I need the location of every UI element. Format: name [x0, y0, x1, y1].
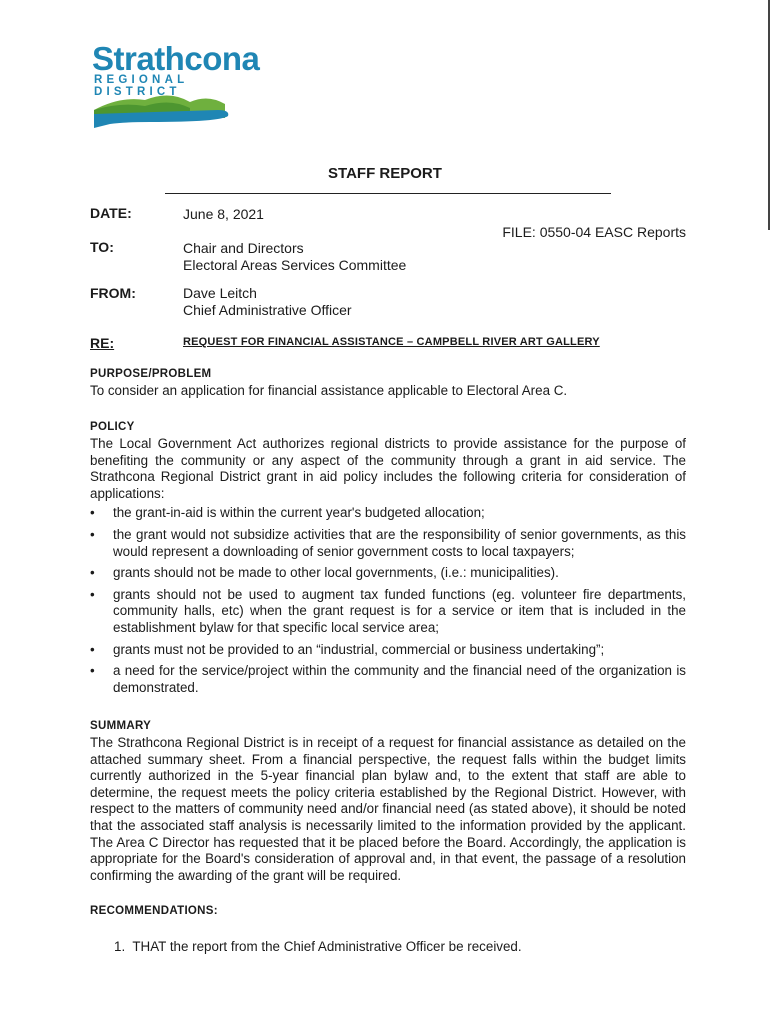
- policy-section: [90, 421, 686, 701]
- bullet-icon: •: [90, 526, 95, 542]
- to-value: [183, 240, 406, 274]
- to-line-1: Chair and Directors: [183, 240, 304, 256]
- criteria-text: grants should not be used to augment tax funded functions (eg. volunteer fire departments, community halls, etc) when the grant request is for a service or item that is included in the establishment bylaw for that specific local service area;: [113, 586, 686, 635]
- policy-heading: POLICY: [90, 421, 135, 433]
- summary-heading: SUMMARY: [90, 720, 152, 732]
- purpose-text: To consider an application for financial assistance applicable to Electoral Area C.: [90, 383, 568, 398]
- from-value: [183, 285, 352, 319]
- criteria-text: a need for the service/project within the community and the financial need of the organization is demonstrated.: [113, 663, 686, 695]
- purpose-heading: PURPOSE/PROBLEM: [90, 368, 212, 380]
- summary-section: [90, 720, 686, 884]
- date-value: June 8, 2021: [183, 206, 264, 222]
- criteria-text: grants must not be provided to an “industrial, commercial or business undertaking”;: [113, 641, 605, 657]
- re-label: RE:: [90, 335, 115, 351]
- strathcona-logo: [90, 38, 260, 133]
- bullet-icon: •: [90, 641, 95, 657]
- recommendations-section: [90, 905, 686, 920]
- landscape-logo-icon: [90, 88, 260, 133]
- bullet-icon: •: [90, 565, 95, 581]
- criteria-text: grants should not be made to other local governments, (i.e.: municipalities).: [113, 565, 559, 581]
- bullet-icon: •: [90, 505, 95, 521]
- to-line-2: Electoral Areas Services Committee: [183, 257, 407, 273]
- purpose-section: [90, 368, 686, 400]
- to-label: TO:: [90, 239, 114, 255]
- criteria-text: the grant-in-aid is within the current year's budgeted allocation;: [113, 505, 485, 521]
- recommendation-text: THAT the report from the Chief Administrative Officer be received.: [132, 939, 522, 954]
- list-item: [90, 527, 686, 560]
- re-subject: REQUEST FOR FINANCIAL ASSISTANCE – CAMPBELL RIVER ART GALLERY: [183, 336, 600, 348]
- from-line-1: Dave Leitch: [183, 285, 257, 301]
- list-item: [90, 505, 686, 522]
- summary-text: The Strathcona Regional District is in receipt of a request for financial assistance as detailed on the attached summary sheet. From a financial perspective, the request falls within the budget limits currently authorized in the 5-year financial plan bylaw and, to the extent that staff are able to determine, the request meets the policy criteria established by the Regional District. However, with respect to the matters of community need and/or financial need (as stated above), it should be noted that the associated staff analysis is necessarily limited to the information provided by the applicant. The Area C Director has requested that it be placed before the Board. Accordingly, the application is appropriate for the Board's consideration of approval and, in that event, the passage of a resolution confirming the awarding of the grant will be required.: [90, 735, 686, 883]
- bullet-icon: •: [90, 586, 95, 602]
- from-label: FROM:: [90, 285, 136, 301]
- file-reference: FILE: 0550-04 EASC Reports: [502, 224, 686, 240]
- from-line-2: Chief Administrative Officer: [183, 302, 352, 318]
- criteria-text: the grant would not subsidize activities that are the responsibility of senior governments, as this would represent a downloading of senior government costs to local taxpayers;: [113, 526, 686, 559]
- recommendations-heading: RECOMMENDATIONS:: [90, 905, 218, 917]
- recommendation-item: [114, 939, 522, 954]
- policy-intro: The Local Government Act authorizes regional districts to provide assistance for the purpose of benefiting the community or any aspect of the community through a grant in aid service. The Strathcona Regional District grant in aid policy includes the following criteria for consideration of applications:: [90, 436, 686, 501]
- report-title: STAFF REPORT: [328, 165, 442, 182]
- title-divider: [165, 193, 611, 194]
- logo-subtitle: REGIONAL DISTRICT: [94, 74, 189, 98]
- recommendation-number: 1.: [114, 939, 126, 954]
- list-item: [90, 587, 686, 637]
- policy-criteria-list: [90, 505, 686, 696]
- list-item: [90, 642, 686, 659]
- date-label: DATE:: [90, 205, 132, 221]
- list-item: [90, 663, 686, 696]
- bullet-icon: •: [90, 663, 95, 679]
- logo-name: Strathcona: [92, 40, 260, 77]
- list-item: [90, 565, 686, 582]
